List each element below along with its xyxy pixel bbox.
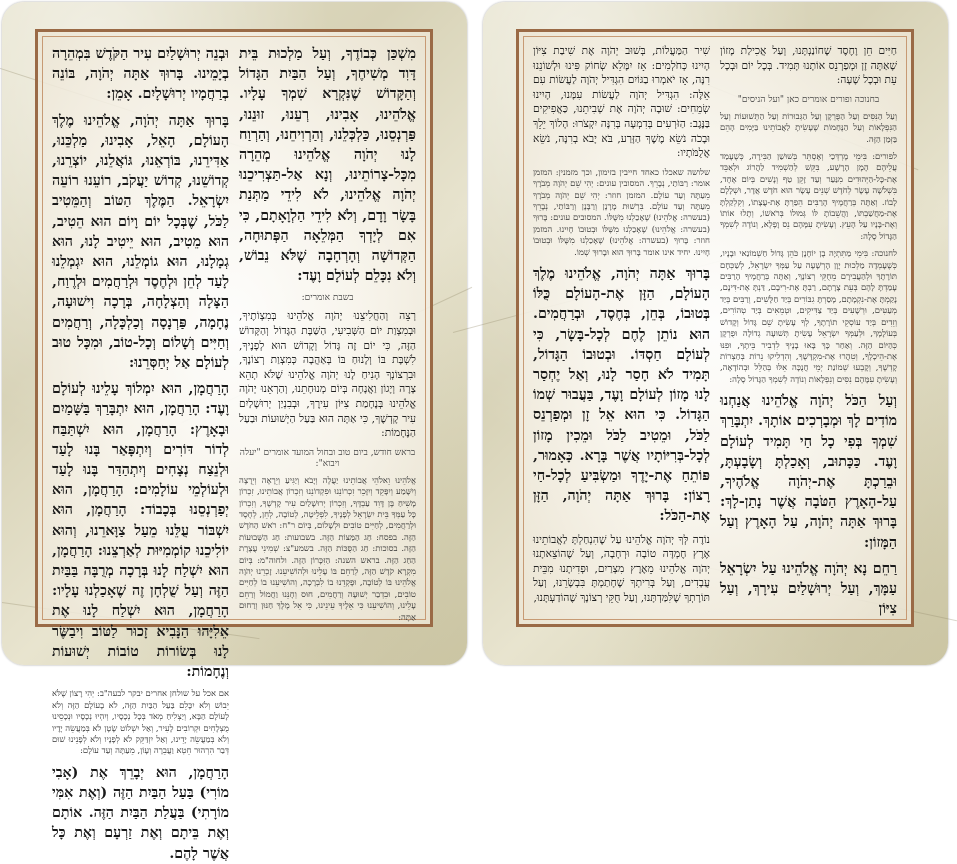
prayer-paragraph: וּבְנֵה יְרוּשָׁלַיִם עִיר הַקֹּדֶשׁ בִּמְהֵרָה בְיָמֵינוּ. בָּרוּךְ אַתָּה יְהֹוָה, בּוֹנֵה בְרַחֲמָיו יְרוּשָׁלָיִם. אָמֵן:: [52, 46, 229, 103]
prayer-paragraph: מִשְׁכַּן כְּבוֹדֶךָ, וְעַל מַלְכוּת בֵּית דָּוִד מְשִׁיחֶךָ, וְעַל הַבַּיִת הַגָּדוֹל וְהַקָּדוֹשׁ שֶׁנִּקְרָא שִׁמְךָ עָלָיו. אֱלֹהֵינוּ, אָבִינוּ, רְעֵנוּ, זוּנֵנוּ, פַּרְנְסֵנוּ, כַּלְכְּלֵנוּ, וְהַרְוִיחֵנוּ, וְהַרְוַח לָנוּ יְהֹוָה אֱלֹהֵינוּ מְהֵרָה מִכָּל-צָרוֹתֵינוּ, וְנָא אַל-תַּצְרִיכֵנוּ יְהֹוָה אֱלֹהֵינוּ, לֹא לִידֵי מַתְּנַת בָּשָׂר וָדָם, וְלֹא לִידֵי הַלְוָאָתָם, כִּי אִם לְיָדְךָ הַמְּלֵאָה הַפְּתוּחָה, הַקְּדוֹשָׁה וְהָרְחָבָה שֶׁלֹּא נֵבוֹשׁ, וְלֹא נִכָּלֵם לְעוֹלָם וָעֶד:: [239, 46, 416, 285]
prayer-paragraph: בחנוכה ופורים אומרים כאן "ועל הניסים": [737, 94, 880, 105]
prayer-paragraph: נוֹדֶה לְּךָ יְהֹוָה אֱלֹהֵינוּ עַל שֶׁהִנְחַלְתָּ לַאֲבוֹתֵינוּ אֶרֶץ חֶמְדָּה טוֹבָה וּרְחָבָה, וְעַל שֶׁהוֹצֵאתָנוּ יְהֹוָה אֱלֹהֵינוּ מֵאֶרֶץ מִצְרַיִם, וּפְדִיתָנוּ מִבֵּית עֲבָדִים, וְעַל בְּרִיתְךָ שֶׁחָתַמְתָּ בִּבְשָׂרֵנוּ, וְעַל תּוֹרָתְךָ שֶׁלִּמַּדְתָּנוּ, וְעַל חֻקֵּי רְצוֹנָךְ שֶׁהוֹדַעְתָּנוּ,: [533, 533, 710, 605]
right-text-panel: [516, 29, 914, 627]
prayer-paragraph: חַיִּים חֵן וָחֶסֶד שֶׁחוֹנַנְתָּנוּ, וְעַל אֲכִילַת מָזוֹן שָׁאַתָּה זָן וּמְפַרְנֵס אוֹתָנוּ תָּמִיד. בְּכָל יוֹם וּבְכָל עֵת וּבְכָל שָׁעָה:: [720, 45, 897, 87]
prayer-paragraph: לחנוכה: בִּימֵי מַתִּתְיָה בֶן יוֹחָנָן כֹּהֵן גָּדוֹל חַשְׁמוֹנַאי וּבָנָיו, כְּשֶׁעָמְדָה מַלְכוּת יָוָן הָרְשָׁעָה עַל עַמְּךָ יִשְׂרָאֵל, לְשַׁכְּחָם תּוֹרָתָךְ וּלְהַעֲבִירָם מֵחֻקֵּי רְצוֹנָךְ, וְאַתָּה בְּרַחֲמֶיךָ הָרַבִּים עָמַדְתָּ לָהֶם בְּעֵת צָרָתָם, רַבְתָּ אֶת-רִיבָם, דַּנְתָּ אֶת-דִּינָם, נָקַמְתָּ אֶת-נִקְמָתָם, מָסַרְתָּ גִבּוֹרִים בְּיַד חַלָּשִׁים, וְרַבִּים בְּיַד מְעַטִּים, וּרְשָׁעִים בְּיַד צַדִּיקִים, וּטְמֵאִים בְּיַד טְהוֹרִים, וְזֵדִים בְּיַד עוֹסְקֵי תוֹרָתֶךָ, לְךָ עָשִׂיתָ שֵׁם גָּדוֹל וְקָדוֹשׁ בְּעוֹלָמָךְ, וּלְעַמְּךָ יִשְׂרָאֵל עָשִׂיתָ תְּשׁוּעָה גְדוֹלָה וּפֻרְקָן כְּהַיּוֹם הַזֶּה. וְאַחַר כָּךְ בָּאוּ בָנֶיךָ לִדְבִיר בֵּיתֶךָ, וּפִנּוּ אֶת-הֵיכָלֶךָ, וְטִהֲרוּ אֶת-מִקְדָּשֶׁךָ, וְהִדְלִיקוּ נֵרוֹת בְּחַצְרוֹת קָדְשֶׁךָ, וְקָבְעוּ שְׁמוֹנַת יְמֵי חֲנֻכָּה אֵלּוּ בְּהַלֵּל וּבְהוֹדָאָה, וְעָשִׂיתָ עִמָּהֶם נִסִּים וְנִפְלָאוֹת וְנוֹדֶה לְשִׁמְךָ הַגָּדוֹל סֶלָה:: [720, 248, 897, 384]
right-page-right-column: [533, 44, 710, 612]
left-page-right-column: [52, 44, 229, 862]
prayer-paragraph: בשבת אומרים:: [301, 293, 354, 304]
prayer-paragraph: אֱלֹהֵינוּ וֵאלֹהֵי אֲבוֹתֵינוּ יַעֲלֶה וְיָבֹא וְיַגִּיעַ וְיֵרָאֶה וְיֵרָצֶה וְיִשָּׁמַע וְיִפָּקֵד וְיִזָּכֵר זִכְרוֹנֵנוּ וּפִקְדוֹנֵנוּ וְזִכְרוֹן אֲבוֹתֵינוּ, זִכְרוֹן מָשִׁיחַ בֶּן דָּוִד עַבְדֶּךָ, וְזִכְרוֹן יְרוּשָׁלַיִם עִיר קָדְשֶׁךָ, וְזִכְרוֹן כָּל עַמְּךָ בֵּית יִשְׂרָאֵל לְפָנֶיךָ, לִפְלֵיטָה, לְטוֹבָה, לְחֵן, לְחֶסֶד וּלְרַחֲמִים, לְחַיִּים טוֹבִים וּלְשָׁלוֹם, בְּיוֹם ר"ח: רֹאשׁ הַחֹדֶשׁ הַזֶּה. בפסח: חַג הַמַּצּוֹת הַזֶּה. בשבועות: חַג הַשָּׁבוּעוֹת הַזֶּה. בסוכות: חַג הַסֻּכּוֹת הַזֶּה. בשמע"צ: שְׁמִינִי עֲצֶרֶת הַחַג הַזֶּה. בראש השנה: הַזִּכָּרוֹן הַזֶּה. ולחוה"מ: בְּיוֹם מִקְרָא קֹדֶשׁ הַזֶּה, לְרַחֵם בּוֹ עָלֵינוּ וּלְהוֹשִׁיעֵנוּ. זָכְרֵנוּ יְהֹוָה אֱלֹהֵינוּ בּוֹ לְטוֹבָה, וּפָקְדֵנוּ בוֹ לִבְרָכָה, וְהוֹשִׁיעֵנוּ בוֹ לְחַיִּים טוֹבִים, וּבִדְבַר יְשׁוּעָה וְרַחֲמִים, חוּס וְחָנֵּנוּ וַחֲמוֹל וְרַחֵם עָלֵינוּ, וְהוֹשִׁיעֵנוּ כִּי אֵלֶיךָ עֵינֵינוּ, כִּי אֵל מֶלֶךְ חַנּוּן וְרַחוּם אַתָּה:: [239, 474, 416, 622]
prayer-paragraph: בראש חודש, ביום טוב ובחול המועד אומרים "יעלה ויבוא":: [239, 447, 416, 469]
prayer-paragraph: שִׁיר הַמַּעֲלוֹת, בְּשׁוּב יְהֹוָה אֶת שִׁיבַת צִיּוֹן הָיִינוּ כְּחֹלְמִים: אָז יִמָּלֵא שְׂחוֹק פִּינוּ וּלְשׁוֹנֵנוּ רִנָּה, אָז יֹאמְרוּ בַגּוֹיִם הִגְדִּיל יְהֹוָה לַעֲשׂוֹת עִם אֵלֶּה: הִגְדִּיל יְהֹוָה לַעֲשׂוֹת עִמָּנוּ, הָיִינוּ שְׂמֵחִים: שׁוּבָה יְהֹוָה אֶת שְׁבִיתֵנוּ, כַּאֲפִיקִים בַּנֶּגֶב: הַזֹּרְעִים בְּדִמְעָה בְּרִנָּה יִקְצֹרוּ: הָלוֹךְ יֵלֵךְ וּבָכֹה נֹשֵׂא מֶשֶׁךְ הַזָּרַע, בֹּא יָבֹא בְרִנָּה, נֹשֵׂא אֲלֻמֹּתָיו:: [533, 45, 710, 160]
left-card: [2, 2, 467, 862]
prayer-paragraph: רְצֵה וְהַחֲלִיצֵנוּ יְהֹוָה אֱלֹהֵינוּ בְּמִצְוֹתֶיךָ, וּבְמִצְוַת יוֹם הַשְּׁבִיעִי, הַשַּׁבָּת הַגָּדוֹל וְהַקָּדוֹשׁ הַזֶּה, כִּי יוֹם זֶה גָּדוֹל וְקָדוֹשׁ הוּא לְפָנֶיךָ, לִשְׁבָּת בּוֹ וְלָנוּחַ בּוֹ בְּאַהֲבָה כְּמִצְוַת רְצוֹנֶךָ, וּבִרְצוֹנְךָ הָנִיחַ לָנוּ יְהֹוָה אֱלֹהֵינוּ שֶׁלֹּא תְהֵא צָרָה וְיָגוֹן וַאֲנָחָה בְּיוֹם מְנוּחָתֵנוּ, וְהַרְאֵנוּ יְהֹוָה אֱלֹהֵינוּ בְּנֶחָמַת צִיּוֹן עִירֶךָ, וּבְבִנְיַן יְרוּשָׁלַיִם עִיר קָדְשֶׁךָ, כִּי אַתָּה הוּא בַּעַל הַיְשׁוּעוֹת וּבַעַל הַנֶּחָמוֹת:: [239, 310, 416, 440]
right-card: [483, 2, 948, 665]
prayer-paragraph: וְעַל הַנִּסִּים וְעַל הַפֻּרְקָן וְעַל הַגְּבוּרוֹת וְעַל הַתְּשׁוּעוֹת וְעַל הַנִּפְלָאוֹת וְעַל הַנֶּחָמוֹת שֶׁעָשִׂיתָ לַאֲבוֹתֵינוּ בַּיָּמִים הָהֵם בַּזְּמַן הַזֶּה.: [720, 110, 897, 144]
prayer-paragraph: שלושה שאכלו כאחד חייבין בזימון, וכך מזמנין: המזמן אומר: רַבּוֹתַי, נְבָרֵךְ. המסובין עונים: יְהִי שֵׁם יְהֹוָה מְבֹרָךְ מֵעַתָּה וְעַד עוֹלָם. המזמן חוזר: יְהִי שֵׁם יְהֹוָה מְבֹרָךְ מֵעַתָּה וְעַד עוֹלָם. בִּרְשׁוּת מָרָנָן וְרַבָּנָן וְרַבּוֹתַי, נְבָרֵךְ (בעשרה: אֱלֹהֵינוּ) שֶׁאָכַלְנוּ מִשֶּׁלּוֹ. המסובים עונים: בָּרוּךְ (בעשרה: אֱלֹהֵינוּ) שֶׁאָכַלְנוּ מִשֶּׁלּוֹ וּבְטוּבוֹ חָיִינוּ. המזמן חוזר: בָּרוּךְ (בעשרה: אֱלֹהֵינוּ) שֶׁאָכַלְנוּ מִשֶּׁלּוֹ וּבְטוּבוֹ חָיִינוּ. יחיד אינו אומר בָּרוּךְ הוּא וּבָרוּךְ שְׁמוֹ.: [533, 166, 710, 257]
left-text-panel: [35, 29, 433, 862]
prayer-paragraph: הָרַחֲמָן, הוּא יְבָרֵךְ אֶת (אָבִי מוֹרִי) בַּעַל הַבַּיִת הַזֶּה (וְאֶת אִמִּי מוֹרָתִי) בַּעֲלַת הַבַּיִת הַזֶּה. אוֹתָם וְאֶת בֵּיתָם וְאֶת זַרְעָם וְאֶת כָּל אֲשֶׁר לָהֶם.: [52, 764, 229, 862]
prayer-paragraph: לפורים: בִּימֵי מָרְדְּכַי וְאֶסְתֵּר בְּשׁוּשַׁן הַבִּירָה, כְּשֶׁעָמַד עֲלֵיהֶם הָמָן הָרָשָׁע, בִּקֵּשׁ לְהַשְׁמִיד לַהֲרוֹג וּלְאַבֵּד אֶת-כָּל-הַיְּהוּדִים מִנַּעַר וְעַד זָקֵן טַף וְנָשִׁים בְּיוֹם אֶחָד, בִּשְׁלֹשָׁה עָשָׂר לְחֹדֶשׁ שְׁנֵים עָשָׂר הוּא חֹדֶשׁ אֲדָר, וּשְׁלָלָם לָבוֹז. וְאַתָּה בְּרַחֲמֶיךָ הָרַבִּים הֵפַרְתָּ אֶת-עֲצָתוֹ, וְקִלְקַלְתָּ אֶת-מַחֲשַׁבְתּוֹ, וַהֲשֵׁבוֹתָ לּוֹ גְּמוּלוֹ בְּרֹאשׁוֹ, וְתָלוּ אוֹתוֹ וְאֶת-בָּנָיו עַל הָעֵץ. וְעָשִׂיתָ עִמָּהֶם נֵס וָפֶלֶא, וְנוֹדֶה לְשִׁמְךָ הַגָּדוֹל סֶלָה:: [720, 151, 897, 241]
left-page-left-column: [239, 44, 416, 622]
prayer-paragraph: רַחֵם נָא יְהֹוָה אֱלֹהֵינוּ עַל יִשְׂרָאֵל עַמָּךְ, וְעַל יְרוּשָׁלַיִם עִירָךְ, וְעַל צִיּוֹן: [720, 560, 897, 618]
prayer-paragraph: הָרַחֲמָן, הוּא יִמְלוֹךְ עָלֵינוּ לְעוֹלָם וָעֶד: הָרַחֲמָן, הוּא יִתְבָּרַךְ בַּשָּׁמַיִם וּבָאָרֶץ: הָרַחֲמָן, הוּא יִשְׁתַּבַּח לְדוֹר דּוֹרִים וְיִתְפָּאַר בָּנוּ לָעַד וּלְנֵצַח נְצָחִים וְיִתְהַדַּר בָּנוּ לָעַד וּלְעוֹלְמֵי עוֹלָמִים: הָרַחֲמָן, הוּא יְפַרְנְסֵנוּ בְּכָבוֹד: הָרַחֲמָן, הוּא יִשְׁבּוֹר עֻלֵּנוּ מֵעַל צַוָּארֵנוּ, וְהוּא יוֹלִיכֵנוּ קוֹמְמִיּוּת לְאַרְצֵנוּ: הָרַחֲמָן, הוּא יִשְׁלַח לָנוּ בְּרָכָה מְרֻבָּה בַּבַּיִת הַזֶּה וְעַל שֻׁלְחָן זֶה שֶׁאָכַלְנוּ עָלָיו: הָרַחֲמָן, הוּא יִשְׁלַח לָנוּ אֶת אֵלִיָּהוּ הַנָּבִיא זָכוּר לַטּוֹב וִיבַשֶּׂר לָנוּ בְּשׂוֹרוֹת טוֹבוֹת יְשׁוּעוֹת וְנֶחָמוֹת:: [52, 381, 229, 681]
prayer-paragraph: אם אכל על שולחן אחרים יבקר לבעה"ב: יְהִי רָצוֹן שֶׁלֹּא יֵבוֹשׁ וְלֹא יִכָּלֵם בַּעַל הַבַּיִת הַזֶּה, לֹא בָעוֹלָם הַזֶּה וְלֹא לָעוֹלָם הַבָּא, וְיַצְלִיחַ מְאֹד בְּכָל נְכָסָיו, וְיִהְיוּ נְכָסָיו וּנְכָסֵינוּ מֻצְלָחִים וּקְרוֹבִים לָעִיר, וְאַל יִשְׁלוֹט שָׂטָן לֹא בְּמַעֲשֵׂה יָדָיו וְלֹא בְּמַעֲשֵׂה יָדֵינוּ, וְאַל יִזְדַּקֵּק לֹא לְפָנָיו וְלֹא לְפָנֵינוּ שׁוּם דְּבַר הִרְהוּר חֵטְא וַעֲבֵרָה וְעָוֹן, מֵעַתָּה וְעַד עוֹלָם:: [52, 688, 229, 756]
right-page-left-column: [720, 44, 897, 618]
prayer-paragraph: בָּרוּךְ אַתָּה יְהֹוָה, אֱלֹהֵינוּ מֶלֶךְ הָעוֹלָם, הַזָּן אֶת-הָעוֹלָם כֻּלּוֹ בְּטוּבוֹ, בְּחֵן, בְּחֶסֶד, וּבְרַחֲמִים. הוּא נוֹתֵן לֶחֶם לְכָל-בָּשָׂר, כִּי לְעוֹלָם חַסְדּוֹ. וּבְטוּבוֹ הַגָּדוֹל, תָּמִיד לֹא חָסַר לָנוּ, וְאַל יֶחְסַר לָנוּ מָזוֹן לְעוֹלָם וָעֶד, בַּעֲבוּר שְׁמוֹ הַגָּדוֹל. כִּי הוּא אֵל זָן וּמְפַרְנֵס לַכֹּל, וּמֵטִיב לַכֹּל וּמֵכִין מָזוֹן לְכָל-בְּרִיּוֹתָיו אֲשֶׁר בָּרָא. כָּאָמוּר, פּוֹתֵחַ אֶת-יָדֶךָ וּמַשְׂבִּיעַ לְכָל-חַי רָצוֹן: בָּרוּךְ אַתָּה יְהֹוָה, הַזָּן אֶת-הַכֹּל:: [533, 266, 710, 525]
prayer-paragraph: בָּרוּךְ אַתָּה יְהֹוָה, אֱלֹהֵינוּ מֶלֶךְ הָעוֹלָם, הָאֵל, אָבִינוּ, מַלְכֵּנוּ, אַדִּירֵנוּ, בּוֹרְאֵנוּ, גּוֹאֲלֵנוּ, יוֹצְרֵנוּ, קְדוֹשֵׁנוּ, קְדוֹשׁ יַעֲקֹב, רוֹעֵנוּ רוֹעֵה יִשְׂרָאֵל. הַמֶּלֶךְ הַטּוֹב וְהַמֵּטִיב לַכֹּל, שֶׁבְּכָל יוֹם וָיוֹם הוּא הֵטִיב, הוּא מֵטִיב, הוּא יֵיטִיב לָנוּ, הוּא גְמָלָנוּ, הוּא גוֹמְלֵנוּ, הוּא יִגְמְלֵנוּ לָעַד לְחֵן וּלְחֶסֶד וּלְרַחֲמִים וּלְרֶוַח, הַצָּלָה וְהַצְלָחָה, בְּרָכָה וִישׁוּעָה, נֶחָמָה, פַּרְנָסָה וְכַלְכָּלָה, וְרַחֲמִים וְחַיִּים וְשָׁלוֹם וְכָל-טוֹב, וּמִכָּל טוּב לְעוֹלָם אַל יְחַסְּרֵנוּ:: [52, 112, 229, 372]
prayer-paragraph: וְעַל הַכֹּל יְהֹוָה אֱלֹהֵינוּ אֲנַחְנוּ מוֹדִים לָךְ וּמְבָרְכִים אוֹתָךְ. יִתְבָּרַךְ שִׁמְךָ בְּפִי כָל חַי תָּמִיד לְעוֹלָם וָעֶד. כַּכָּתוּב, וְאָכַלְתָּ וְשָׂבָעְתָּ, וּבֵרַכְתָּ אֶת-יְהֹוָה אֱלֹהֶיךָ, עַל-הָאָרֶץ הַטֹּבָה אֲשֶׁר נָתַן-לָךְ: בָּרוּךְ אַתָּה יְהֹוָה, עַל הָאָרֶץ וְעַל הַמָּזוֹן:: [720, 393, 897, 551]
